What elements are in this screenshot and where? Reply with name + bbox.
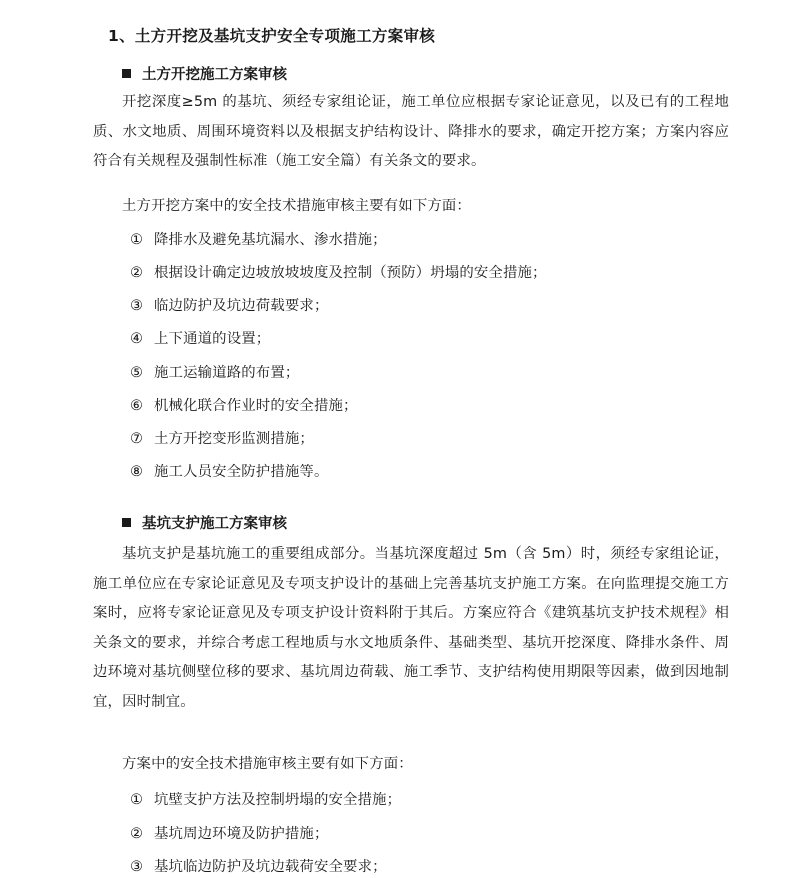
subsection-title-text: 土方开挖施工方案审核 xyxy=(142,67,287,83)
subsection-title-text: 基坑支护施工方案审核 xyxy=(142,516,287,532)
circled-number: ② xyxy=(130,265,144,281)
subsection-title-earthwork xyxy=(122,63,287,84)
list-item xyxy=(130,294,329,315)
list-item xyxy=(130,361,299,382)
subsection-title-support xyxy=(122,512,287,533)
list-item-text: 施工运输道路的布置； xyxy=(154,365,300,381)
list-item-text: 根据设计确定边坡放坡坡度及控制（预防）坍塌的安全措施； xyxy=(154,265,547,281)
list-item-text: 坑壁支护方法及控制坍塌的安全措施； xyxy=(154,792,402,808)
list-item xyxy=(130,394,358,415)
circled-number: ④ xyxy=(130,331,144,347)
intro-earthwork: 土方开挖方案中的安全技术措施审核主要有如下方面： xyxy=(122,198,471,214)
list-item-text: 基坑临边防护及坑边载荷安全要求； xyxy=(154,859,387,875)
circled-number: ⑥ xyxy=(130,398,144,414)
circled-number: ① xyxy=(130,792,144,808)
list-item-text: 施工人员安全防护措施等。 xyxy=(154,464,329,480)
circled-number: ⑧ xyxy=(130,464,144,480)
circled-number: ⑤ xyxy=(130,365,144,381)
intro-support: 方案中的安全技术措施审核主要有如下方面： xyxy=(122,756,413,772)
circled-number: ① xyxy=(130,232,144,248)
list-item xyxy=(130,855,387,876)
list-item-text: 土方开挖变形监测措施； xyxy=(154,431,314,447)
list-item-text: 基坑周边环境及防护措施； xyxy=(154,826,329,842)
circled-number: ⑦ xyxy=(130,431,144,447)
square-bullet-icon xyxy=(122,518,131,527)
section-heading: 1、土方开挖及基坑支护安全专项施工方案审核 xyxy=(108,27,436,45)
circled-number: ③ xyxy=(130,859,144,875)
circled-number: ② xyxy=(130,826,144,842)
list-item xyxy=(130,822,329,843)
list-item-text: 机械化联合作业时的安全措施； xyxy=(154,398,358,414)
list-item xyxy=(130,788,401,809)
list-item xyxy=(130,228,387,249)
square-bullet-icon xyxy=(122,69,131,78)
list-item xyxy=(130,427,314,448)
paragraph-support: 基坑支护是基坑施工的重要组成部分。当基坑深度超过 5m（含 5m）时，须经专家组论证，施工单位应在专家论证意见及专项支护设计的基础上完善基坑支护施工方案。在向监理提交施工方案时，应将专家论证意见及专项支护设计资料附于其后。方案应符合《建筑基坑支护技术规程》相关条文的要求，并综合考虑工程地质与水文地质条件、基础类型、基坑开挖深度、降排水条件、周边环境对基坑侧壁位移的要求、基坑周边荷载、施工季节、支护结构使用期限等因素，做到因地制宜，因时制宜。 xyxy=(93,546,729,710)
circled-number: ③ xyxy=(130,298,144,314)
list-item-text: 降排水及避免基坑漏水、渗水措施； xyxy=(154,232,387,248)
list-item-text: 临边防护及坑边荷载要求； xyxy=(154,298,329,314)
list-item xyxy=(130,460,329,481)
list-item xyxy=(130,261,547,282)
list-item xyxy=(130,327,270,348)
list-item-text: 上下通道的设置； xyxy=(154,331,271,347)
paragraph-earthwork: 开挖深度≥5m 的基坑、须经专家组论证，施工单位应根据专家论证意见，以及已有的工程地质、水文地质、周围环境资料以及根据支护结构设计、降排水的要求，确定开挖方案；方案内容应符合有关规程及强制性标准（施工安全篇）有关条文的要求。 xyxy=(93,94,729,169)
